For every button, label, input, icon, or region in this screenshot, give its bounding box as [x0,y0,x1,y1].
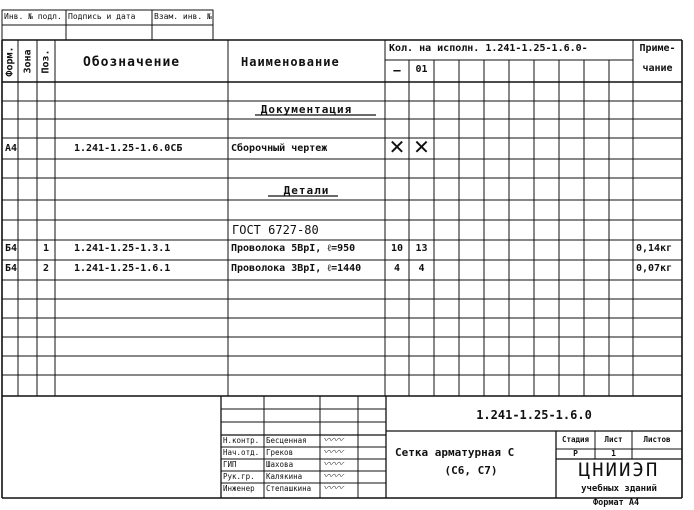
vzam-inv-label: Взам. инв. № [154,12,212,21]
name-inzhener: Степашкина [266,484,312,493]
item2-kol-dash: 4 [393,263,401,274]
signature-gip: 〰〰 [323,459,343,470]
format-note: Формат А4 [593,498,640,508]
header-naimenovanie: Наименование [241,55,340,69]
item1-kol-01: 13 [415,243,428,254]
item1-primechanie: 0,14кг [636,243,673,254]
name-ruk-gr: Калякина [266,472,303,481]
doc-row-oboznachenie: 1.241-1.25-1.6.0СБ [74,143,183,154]
title-block-code: 1.241-1.25-1.6.0 [476,408,592,422]
organization-name: ЦНИИЭП [578,459,660,481]
item1-poz: 1 [42,243,50,254]
item2-format: Б4 [5,263,18,274]
header-primechanie-2: чание [642,63,673,74]
name-nach-otd: Греков [266,448,294,457]
signature-inzhener: 〰〰 [323,483,343,494]
item2-poz: 2 [42,263,50,274]
item1-oboznachenie: 1.241-1.25-1.3.1 [74,243,171,254]
list-label: Лист [604,435,623,444]
role-ruk-gr: Рук.гр. [223,472,255,481]
role-inzhener: Инженер [223,484,255,493]
gost-reference: ГОСТ 6727-80 [232,223,319,237]
header-format: Форм. [4,46,16,77]
doc-row-format: А4 [5,143,18,154]
header-variant-01: 01 [415,64,428,75]
list-value: 1 [611,449,616,458]
item1-naimenovanie: Проволока 5ВрI, ℓ=950 [231,243,356,254]
product-name-line-1: Сетка арматурная С [395,446,515,459]
item2-kol-01: 4 [418,263,425,274]
header-variant-dash: – [393,63,401,77]
header-poz: Поз. [40,49,52,74]
header-oboznachenie: Обозначение [83,55,181,70]
stadia-value: Р [573,449,578,458]
inv-podl-label: Инв. № подл. [4,12,62,21]
role-n-kontr: Н.контр. [223,436,260,445]
header-zona: Зона [22,49,34,74]
role-nach-otd: Нач.отд. [223,448,260,457]
doc-mark-dash: ✕ [388,135,406,159]
organization-subtitle: учебных зданий [581,484,657,494]
signature-nach-otd: 〰〰 [323,447,343,458]
signature-ruk-gr: 〰〰 [323,471,343,482]
stadia-label: Стадия [561,435,590,444]
signature-n-kontr: 〰〰 [323,435,343,446]
doc-row-naimenovanie: Сборочный чертеж [231,143,328,154]
item1-format: Б4 [5,243,18,254]
header-kol-title: Кол. на исполн. 1.241-1.25-1.6.0- [389,43,588,54]
item2-naimenovanie: Проволока 3ВрI, ℓ=1440 [231,263,362,274]
product-name-line-2: (С6, С7) [444,464,498,477]
section-details: Детали [283,184,330,197]
item2-oboznachenie: 1.241-1.25-1.6.1 [74,263,171,274]
name-gip: Шахова [266,460,294,469]
item2-primechanie: 0,07кг [636,263,673,274]
podpis-data-label: Подпись и дата [68,12,136,21]
section-documents: Документация [260,103,353,116]
role-gip: ГИП [223,460,237,469]
name-n-kontr: Бесценная [266,436,307,445]
item1-kol-dash: 10 [390,243,404,254]
header-primechanie-1: Приме- [639,43,676,54]
listov-label: Листов [643,435,671,444]
doc-mark-01: ✕ [413,135,430,159]
